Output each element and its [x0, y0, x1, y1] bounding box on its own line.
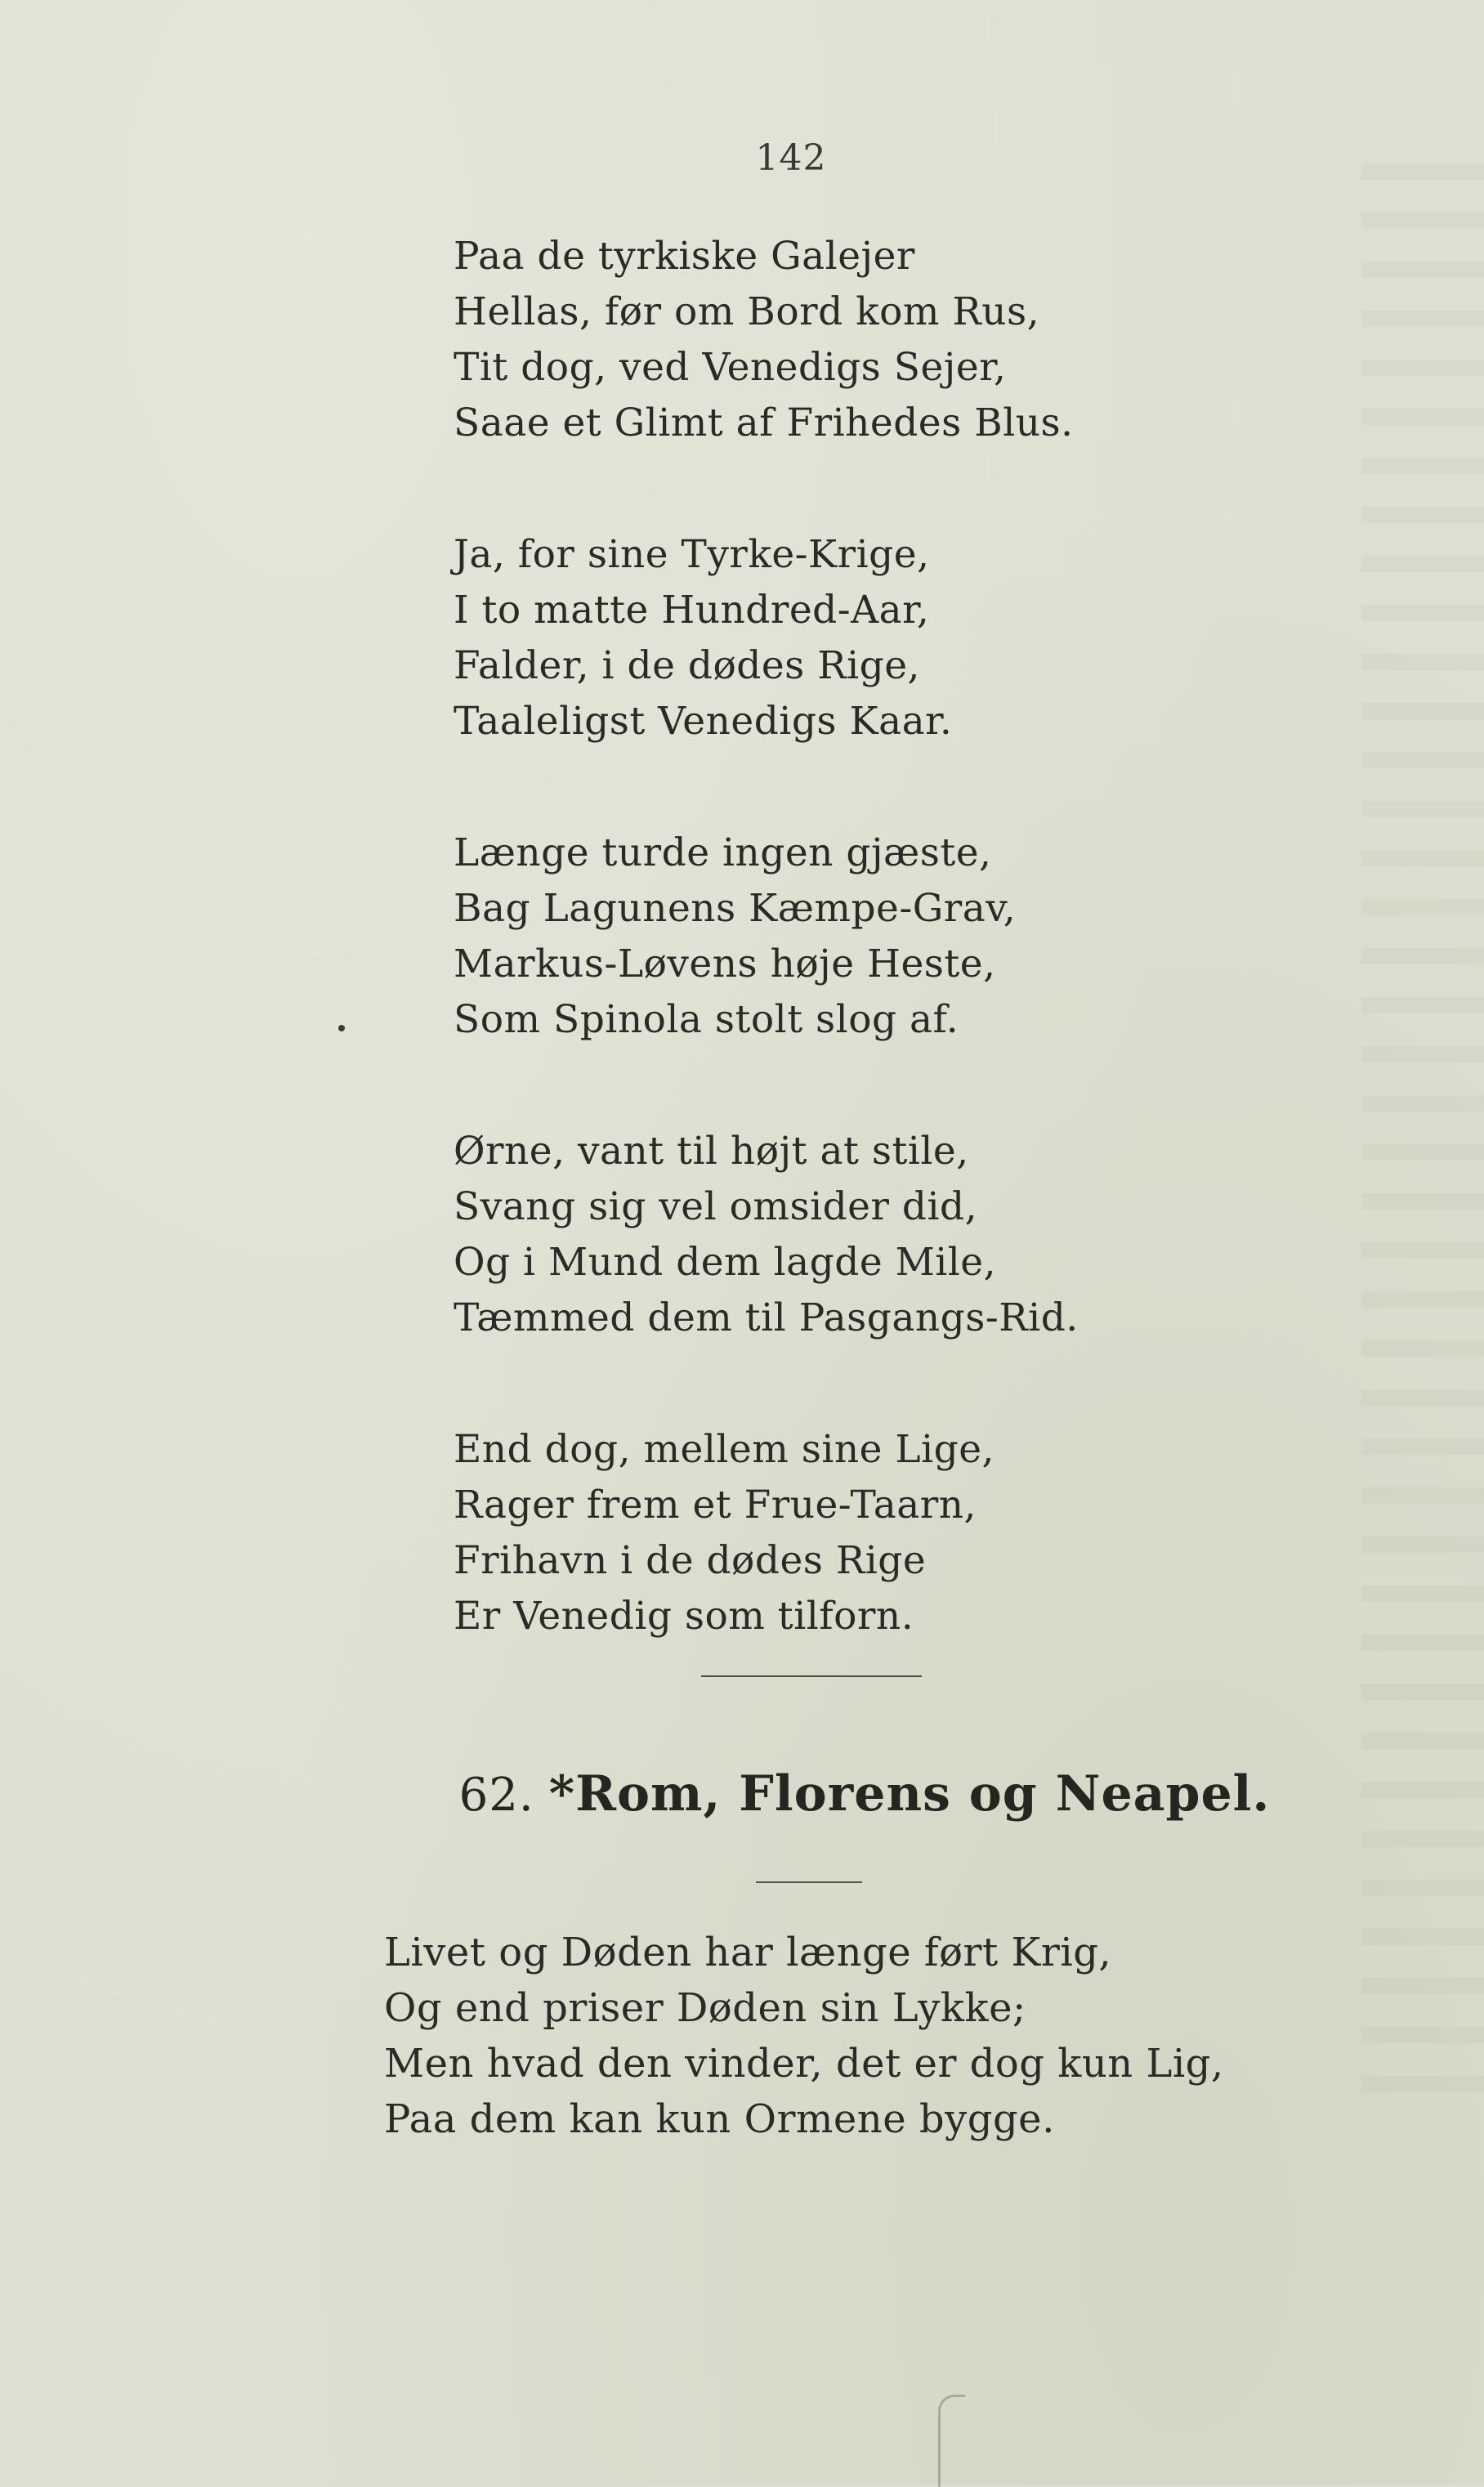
stanza-5 [454, 1422, 1189, 1644]
verse-line: Saae et Glimt af Frihedes Blus. [454, 400, 1074, 445]
verse-line: Markus-Løvens høje Heste, [454, 942, 996, 986]
section-number: 62. [458, 1769, 534, 1822]
verse-line: Er Venedig som tilforn. [454, 1594, 914, 1639]
verse-line: I to matte Hundred-Aar, [454, 588, 930, 633]
section-divider [701, 1675, 922, 1677]
verse-line: Hellas, før om Bord kom Rus, [454, 289, 1040, 334]
verse-line: Og end priser Døden sin Lykke; [384, 1985, 1026, 2031]
title-underline [756, 1881, 862, 1883]
page-fold-mark [938, 2395, 965, 2487]
verse-line: Paa dem kan kun Ormene bygge. [384, 2096, 1055, 2142]
section-heading [123, 1765, 1484, 1823]
verse-line: Taaleligst Venedigs Kaar. [454, 699, 953, 744]
verse-line: Bag Lagunens Kæmpe-Grav, [454, 886, 1017, 931]
section-title: *Rom, Florens og Neapel. [548, 1765, 1271, 1823]
verse-line: Som Spinola stolt slog af. [454, 997, 959, 1042]
verse-line: Men hvad den vinder, det er dog kun Lig, [384, 2041, 1224, 2087]
verse-line: Ja, for sine Tyrke-Krige, [454, 532, 930, 577]
poem-continuation [454, 229, 1189, 1720]
stanza-3 [454, 825, 1189, 1048]
verse-line: Længe turde ingen gjæste, [454, 830, 992, 875]
stanza-2 [454, 527, 1189, 749]
verse-line: Frihavn i de dødes Rige [454, 1538, 927, 1583]
verse-line: Og i Mund dem lagde Mile, [454, 1240, 997, 1285]
stanza-1 [454, 229, 1189, 451]
verse-line: Svang sig vel omsider did, [454, 1184, 978, 1229]
verse-line: End dog, mellem sine Lige, [454, 1427, 995, 1472]
verse-line: Falder, i de dødes Rige, [454, 643, 920, 688]
ink-speck [338, 1025, 345, 1031]
poem-new [384, 1925, 1365, 2147]
stanza-4 [454, 1124, 1189, 1346]
verse-line: Rager frem et Frue-Taarn, [454, 1483, 977, 1528]
page-number: 142 [755, 137, 827, 179]
verse-line: Ørne, vant til højt at stile, [454, 1129, 969, 1174]
verse-line: Tit dog, ved Venedigs Sejer, [454, 345, 1007, 390]
verse-line: Tæmmed dem til Pasgangs-Rid. [454, 1295, 1079, 1340]
verse-line: Livet og Døden har længe ført Krig, [384, 1930, 1112, 1975]
verse-line: Paa de tyrkiske Galejer [454, 234, 915, 279]
